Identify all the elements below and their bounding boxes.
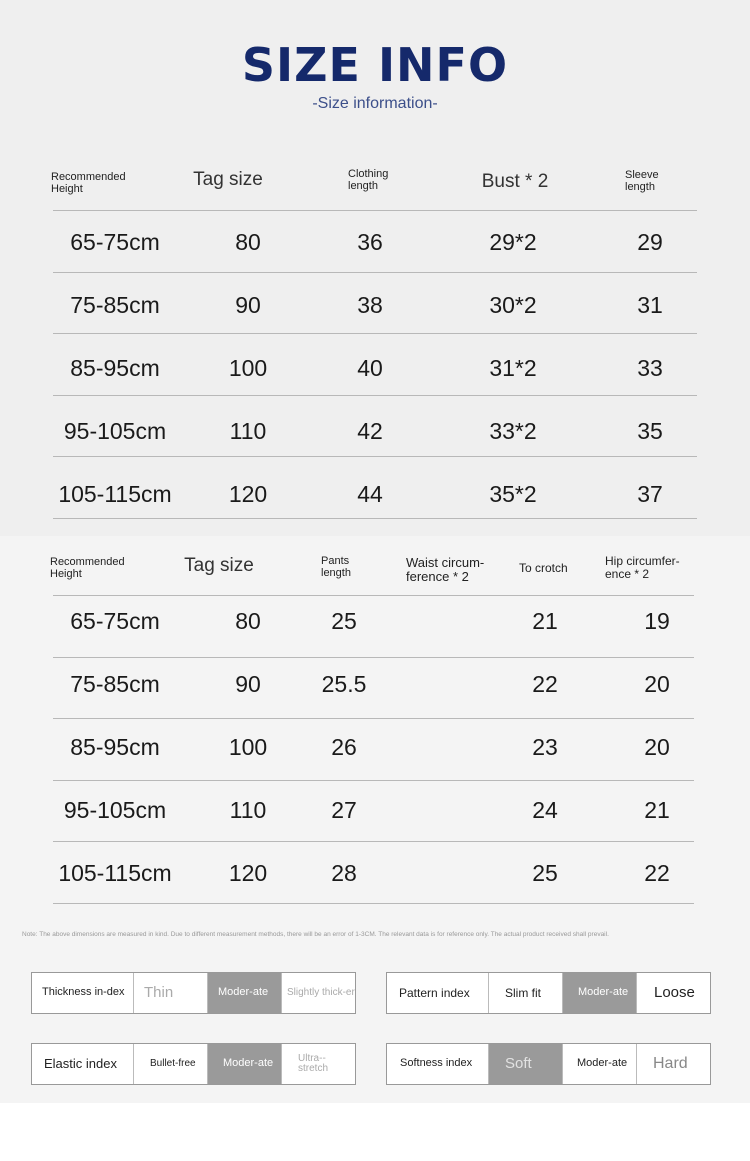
t1-cell: 33*2 [489, 418, 537, 444]
t1-header-sleeve-length: Sleeve length [625, 169, 659, 193]
t2-divider [53, 780, 694, 781]
t2-cell: 100 [228, 734, 268, 760]
softness-option-soft: Soft [489, 1044, 563, 1084]
thickness-option-moderate: Moder-ate [208, 973, 282, 1013]
elastic-index [31, 1043, 356, 1085]
t1-header-tag-size: Tag size [193, 169, 263, 190]
pattern-option-loose: Loose [654, 984, 695, 1002]
t1-cell: 75-85cm [70, 292, 160, 318]
t1-cell: 90 [235, 292, 261, 318]
t2-cell: 24 [532, 797, 558, 823]
t1-cell: 110 [229, 418, 267, 444]
softness-option-hard: Hard [653, 1054, 688, 1072]
t2-header-to-crotch: To crotch [519, 561, 568, 575]
thickness-option-thin: Thin [134, 973, 208, 1013]
t1-divider [53, 333, 697, 334]
t1-header-clothing-length: Clothing length [348, 168, 389, 192]
t1-cell: 37 [637, 481, 663, 507]
t2-header-tag-size: Tag size [184, 555, 254, 576]
t1-divider [53, 272, 697, 273]
softness-index [386, 1043, 711, 1085]
t1-cell: 31*2 [489, 355, 537, 381]
t2-cell: 20 [644, 671, 670, 697]
t1-cell: 65-75cm [70, 229, 160, 255]
t1-divider [53, 395, 697, 396]
t2-cell: 25 [532, 860, 558, 886]
page-subtitle: -Size information- [312, 95, 438, 112]
t1-cell: 40 [357, 355, 383, 381]
t1-cell: 100 [228, 355, 268, 381]
softness-option-moderate: Moder-ate [563, 1044, 637, 1084]
t2-cell: 85-95cm [70, 734, 160, 760]
t2-cell: 105-115cm [58, 860, 172, 886]
t2-header-waist: Waist circum-ference * 2 [406, 555, 485, 584]
t2-cell: 23 [532, 734, 558, 760]
t2-cell: 27 [331, 797, 357, 823]
t2-divider [53, 595, 694, 596]
t2-header-height: Recommended Height [50, 556, 125, 580]
pattern-index [386, 972, 711, 1014]
t1-cell: 105-115cm [58, 481, 172, 507]
t1-divider [53, 456, 697, 457]
t2-cell: 90 [235, 671, 261, 697]
elastic-option-bullet-free: Bullet-free [134, 1044, 208, 1084]
t2-divider [53, 903, 694, 904]
t2-cell: 19 [644, 608, 670, 634]
t2-cell: 65-75cm [70, 608, 160, 634]
t1-cell: 95-105cm [63, 418, 167, 444]
t2-divider [53, 841, 694, 842]
t1-cell: 35*2 [489, 481, 537, 507]
page-title: SIZE INFO [241, 38, 509, 92]
t2-cell: 110 [229, 797, 267, 823]
t1-cell: 85-95cm [70, 355, 160, 381]
t1-divider [53, 518, 697, 519]
thickness-index-label: Thickness in-dex [32, 973, 134, 1013]
softness-index-label: Softness index [387, 1044, 489, 1084]
t2-cell: 25 [331, 608, 357, 634]
t2-cell: 80 [235, 608, 261, 634]
t2-cell: 25.5 [321, 671, 367, 697]
t2-header-hip: Hip circumfer-ence * 2 [605, 554, 680, 581]
t2-header-pants-length: Pants length [321, 555, 351, 579]
t1-cell: 44 [357, 481, 383, 507]
t2-cell: 95-105cm [63, 797, 167, 823]
t1-cell: 38 [357, 292, 383, 318]
elastic-index-label: Elastic index [32, 1044, 134, 1084]
t2-cell: 28 [331, 860, 357, 886]
pattern-option-slim: Slim fit [489, 973, 563, 1013]
t2-divider [53, 718, 694, 719]
t1-cell: 42 [357, 418, 383, 444]
t2-cell: 21 [532, 608, 558, 634]
t1-header-bust: Bust * 2 [481, 171, 549, 192]
t1-cell: 35 [637, 418, 663, 444]
t1-cell: 33 [637, 355, 663, 381]
t2-cell: 75-85cm [70, 671, 160, 697]
t2-divider [53, 657, 694, 658]
thickness-index [31, 972, 356, 1014]
t2-cell: 20 [644, 734, 670, 760]
t2-cell: 120 [228, 860, 268, 886]
measurement-note: Note: The above dimensions are measured in kind. Due to different measurement methods, there will be an error of 1-3CM. The relevant data is for reference only. The actual product received shall prevail. [22, 931, 609, 938]
elastic-option-ultra-stretch: Ultra--stretch [298, 1052, 329, 1074]
t1-cell: 31 [637, 292, 663, 318]
t2-cell: 22 [532, 671, 558, 697]
t1-cell: 120 [228, 481, 268, 507]
elastic-option-moderate: Moder-ate [208, 1044, 282, 1084]
t1-cell: 29 [637, 229, 663, 255]
pattern-index-label: Pattern index [387, 973, 489, 1013]
t1-cell: 30*2 [489, 292, 537, 318]
thickness-option-thicker: Slightly thick-er [287, 986, 355, 998]
t2-cell: 26 [331, 734, 357, 760]
t1-divider [53, 210, 697, 211]
t1-cell: 80 [235, 229, 261, 255]
t1-cell: 29*2 [489, 229, 537, 255]
t2-cell: 21 [644, 797, 670, 823]
t2-cell: 22 [644, 860, 670, 886]
t1-cell: 36 [357, 229, 383, 255]
pattern-option-moderate: Moder-ate [563, 973, 637, 1013]
t1-header-height: Recommended Height [51, 171, 126, 195]
